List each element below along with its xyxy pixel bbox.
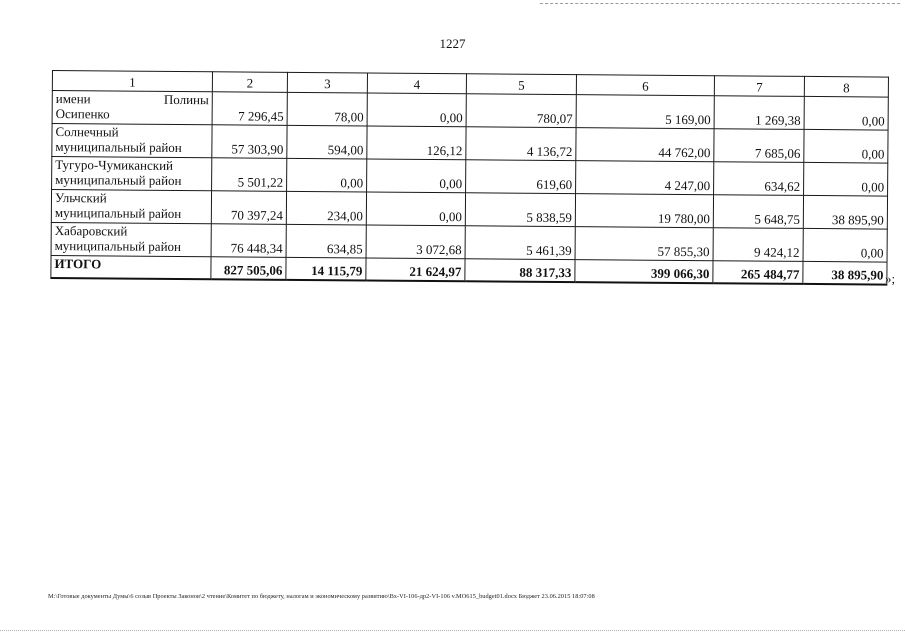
value-cell: 0,00 [803, 228, 887, 262]
header-cell: 2 [212, 72, 287, 93]
value-cell: 5 501,22 [212, 158, 287, 192]
value-cell: 0,00 [287, 158, 367, 192]
value-cell: 5 169,00 [576, 95, 714, 129]
value-cell: 38 895,90 [803, 195, 887, 229]
value-cell: 57 855,30 [575, 227, 713, 261]
footer-file-path: М:\Готовые документы Думы\6 созыв Проекты Законов\2 чтение\Комитет по бюджету, налогам и экономическому развитию\Вх-VI-106-др2-VI-106 v.МО615_budget01.docx Бюджет 23.06.2015 18:07:08 [48, 593, 595, 600]
total-value-cell: 21 624,97 [366, 258, 465, 281]
value-cell: 44 762,00 [576, 128, 714, 162]
district-name-cell [52, 124, 212, 158]
total-label: ИТОГО [51, 255, 211, 279]
header-cell: 4 [367, 73, 466, 94]
district-name-cell [52, 91, 212, 125]
district-name-line: Хабаровский [54, 223, 128, 239]
value-cell: 634,85 [286, 224, 366, 258]
value-cell: 57 303,90 [212, 125, 287, 159]
district-name-line: муниципальный район [55, 172, 182, 189]
district-name-cell [51, 222, 211, 256]
value-cell: 19 780,00 [575, 194, 713, 228]
value-cell: 4 247,00 [576, 161, 714, 195]
value-cell: 70 397,24 [211, 191, 286, 225]
value-cell: 0,00 [366, 192, 465, 226]
value-cell: 619,60 [466, 160, 576, 194]
page-number: 1227 [439, 36, 466, 51]
total-value-cell: 827 505,06 [211, 257, 286, 280]
total-value-cell: 14 115,79 [286, 257, 366, 280]
value-cell: 5 838,59 [465, 193, 575, 227]
value-cell: 0,00 [804, 96, 888, 130]
total-value-cell: 88 317,33 [465, 259, 575, 282]
scan-artifact-bottom [0, 630, 905, 631]
scan-artifact-top [540, 3, 900, 4]
value-cell: 780,07 [466, 94, 576, 128]
budget-table [50, 70, 889, 286]
value-cell: 4 136,72 [466, 127, 576, 161]
district-name-line: Солнечный [55, 124, 119, 140]
district-name-line: Тугуро-Чумиканский [55, 157, 174, 173]
value-cell: 7 685,06 [714, 129, 804, 163]
district-name-line: муниципальный район [54, 205, 182, 222]
value-cell: 0,00 [367, 159, 466, 193]
district-name-line: имени Полины [55, 91, 209, 108]
total-value-cell: 38 895,90 [803, 261, 887, 284]
value-cell: 9 424,12 [713, 228, 803, 262]
header-cell: 8 [804, 76, 888, 97]
value-cell: 0,00 [367, 93, 466, 127]
district-name-cell [52, 157, 212, 191]
district-name-line: муниципальный район [55, 139, 182, 156]
header-cell: 6 [576, 75, 714, 96]
header-cell: 1 [52, 71, 212, 92]
value-cell: 76 448,34 [211, 224, 286, 258]
value-cell: 78,00 [287, 92, 367, 126]
value-cell: 3 072,68 [366, 225, 465, 259]
district-name-line: муниципальный район [54, 238, 182, 255]
value-cell: 0,00 [804, 129, 888, 163]
district-name-line: Ульчский [54, 190, 107, 206]
header-cell: 3 [287, 72, 367, 93]
district-name-line: Осипенко [55, 106, 110, 122]
value-cell: 634,62 [714, 162, 804, 196]
budget-table-container [50, 70, 888, 286]
header-cell: 7 [714, 76, 804, 97]
value-cell: 5 461,39 [465, 226, 575, 260]
value-cell: 1 269,38 [714, 96, 804, 130]
value-cell: 7 296,45 [212, 92, 287, 126]
closing-quote-mark: »; [885, 271, 896, 286]
value-cell: 0,00 [804, 162, 888, 196]
header-cell: 5 [466, 74, 576, 95]
value-cell: 234,00 [286, 191, 366, 225]
total-value-cell: 265 484,77 [713, 261, 803, 284]
value-cell: 5 648,75 [713, 195, 803, 229]
value-cell: 594,00 [287, 125, 367, 159]
district-name-cell [51, 190, 211, 224]
total-value-cell: 399 066,30 [575, 260, 713, 284]
value-cell: 126,12 [367, 126, 466, 160]
